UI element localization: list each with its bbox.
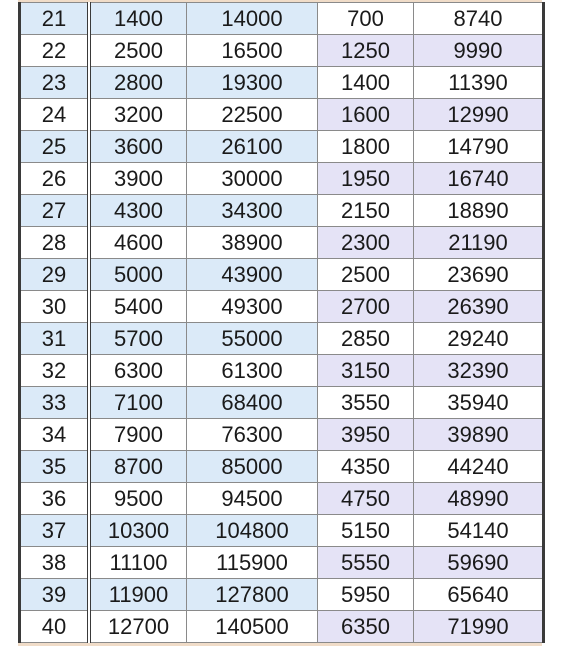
value-b-cell: 55000 xyxy=(187,323,318,355)
value-c-cell: 700 xyxy=(318,3,414,35)
value-a-cell: 7900 xyxy=(89,419,187,451)
level-cell: 22 xyxy=(20,35,90,67)
value-d-cell: 32390 xyxy=(414,355,544,387)
value-b-cell: 115900 xyxy=(187,547,318,579)
table-row xyxy=(20,99,544,131)
value-d-cell: 9990 xyxy=(414,35,544,67)
table-row xyxy=(20,515,544,547)
table-row xyxy=(20,35,544,67)
value-c-cell: 5550 xyxy=(318,547,414,579)
value-b-cell: 49300 xyxy=(187,291,318,323)
table-row xyxy=(20,323,544,355)
value-d-cell: 11390 xyxy=(414,67,544,99)
value-d-cell: 14790 xyxy=(414,131,544,163)
value-d-cell: 39890 xyxy=(414,419,544,451)
level-cell: 36 xyxy=(20,483,90,515)
level-cell: 39 xyxy=(20,579,90,611)
value-b-cell: 104800 xyxy=(187,515,318,547)
value-b-cell: 38900 xyxy=(187,227,318,259)
level-cell: 35 xyxy=(20,451,90,483)
value-a-cell: 2500 xyxy=(89,35,187,67)
value-b-cell: 127800 xyxy=(187,579,318,611)
level-cell: 30 xyxy=(20,291,90,323)
value-a-cell: 5000 xyxy=(89,259,187,291)
value-b-cell: 14000 xyxy=(187,3,318,35)
value-c-cell: 2500 xyxy=(318,259,414,291)
value-c-cell: 1250 xyxy=(318,35,414,67)
value-d-cell: 26390 xyxy=(414,291,544,323)
value-c-cell: 4350 xyxy=(318,451,414,483)
level-cell: 26 xyxy=(20,163,90,195)
value-a-cell: 3900 xyxy=(89,163,187,195)
value-d-cell: 23690 xyxy=(414,259,544,291)
level-cell: 28 xyxy=(20,227,90,259)
value-a-cell: 8700 xyxy=(89,451,187,483)
value-c-cell: 3950 xyxy=(318,419,414,451)
level-cell: 25 xyxy=(20,131,90,163)
table-row xyxy=(20,131,544,163)
table-row xyxy=(20,67,544,99)
level-cell: 24 xyxy=(20,99,90,131)
table-body xyxy=(20,3,544,643)
value-b-cell: 30000 xyxy=(187,163,318,195)
level-cell: 40 xyxy=(20,611,90,643)
table-row xyxy=(20,483,544,515)
value-d-cell: 16740 xyxy=(414,163,544,195)
value-c-cell: 1600 xyxy=(318,99,414,131)
value-c-cell: 4750 xyxy=(318,483,414,515)
value-a-cell: 3600 xyxy=(89,131,187,163)
value-d-cell: 8740 xyxy=(414,3,544,35)
value-a-cell: 2800 xyxy=(89,67,187,99)
value-b-cell: 26100 xyxy=(187,131,318,163)
value-c-cell: 2300 xyxy=(318,227,414,259)
level-cell: 27 xyxy=(20,195,90,227)
table-row xyxy=(20,259,544,291)
value-d-cell: 35940 xyxy=(414,387,544,419)
level-cell: 31 xyxy=(20,323,90,355)
value-a-cell: 3200 xyxy=(89,99,187,131)
level-cell: 29 xyxy=(20,259,90,291)
value-d-cell: 18890 xyxy=(414,195,544,227)
table-row xyxy=(20,611,544,643)
value-b-cell: 43900 xyxy=(187,259,318,291)
value-a-cell: 4600 xyxy=(89,227,187,259)
level-cell: 21 xyxy=(20,3,90,35)
value-a-cell: 6300 xyxy=(89,355,187,387)
value-d-cell: 71990 xyxy=(414,611,544,643)
value-c-cell: 3150 xyxy=(318,355,414,387)
value-a-cell: 10300 xyxy=(89,515,187,547)
value-b-cell: 61300 xyxy=(187,355,318,387)
value-c-cell: 3550 xyxy=(318,387,414,419)
value-a-cell: 11900 xyxy=(89,579,187,611)
value-c-cell: 2700 xyxy=(318,291,414,323)
table-row xyxy=(20,547,544,579)
value-a-cell: 9500 xyxy=(89,483,187,515)
value-c-cell: 5150 xyxy=(318,515,414,547)
value-b-cell: 76300 xyxy=(187,419,318,451)
table-row xyxy=(20,163,544,195)
value-d-cell: 44240 xyxy=(414,451,544,483)
level-cell: 32 xyxy=(20,355,90,387)
value-c-cell: 1950 xyxy=(318,163,414,195)
value-b-cell: 140500 xyxy=(187,611,318,643)
value-c-cell: 2150 xyxy=(318,195,414,227)
value-d-cell: 54140 xyxy=(414,515,544,547)
value-a-cell: 5400 xyxy=(89,291,187,323)
table-row xyxy=(20,387,544,419)
value-b-cell: 34300 xyxy=(187,195,318,227)
value-d-cell: 12990 xyxy=(414,99,544,131)
value-c-cell: 1800 xyxy=(318,131,414,163)
level-cell: 37 xyxy=(20,515,90,547)
level-cell: 23 xyxy=(20,67,90,99)
value-a-cell: 1400 xyxy=(89,3,187,35)
table-row xyxy=(20,355,544,387)
table-row xyxy=(20,451,544,483)
value-c-cell: 2850 xyxy=(318,323,414,355)
value-d-cell: 59690 xyxy=(414,547,544,579)
value-b-cell: 22500 xyxy=(187,99,318,131)
level-cell: 33 xyxy=(20,387,90,419)
value-d-cell: 21190 xyxy=(414,227,544,259)
value-c-cell: 1400 xyxy=(318,67,414,99)
value-d-cell: 29240 xyxy=(414,323,544,355)
level-cell: 38 xyxy=(20,547,90,579)
value-b-cell: 16500 xyxy=(187,35,318,67)
value-a-cell: 12700 xyxy=(89,611,187,643)
value-c-cell: 6350 xyxy=(318,611,414,643)
value-b-cell: 94500 xyxy=(187,483,318,515)
table-row xyxy=(20,579,544,611)
value-a-cell: 7100 xyxy=(89,387,187,419)
value-a-cell: 5700 xyxy=(89,323,187,355)
value-b-cell: 85000 xyxy=(187,451,318,483)
data-table xyxy=(18,2,545,643)
value-b-cell: 68400 xyxy=(187,387,318,419)
value-d-cell: 65640 xyxy=(414,579,544,611)
value-c-cell: 5950 xyxy=(318,579,414,611)
table-row xyxy=(20,291,544,323)
table-row xyxy=(20,227,544,259)
table-row xyxy=(20,195,544,227)
table-row xyxy=(20,419,544,451)
value-a-cell: 11100 xyxy=(89,547,187,579)
value-d-cell: 48990 xyxy=(414,483,544,515)
level-cell: 34 xyxy=(20,419,90,451)
value-a-cell: 4300 xyxy=(89,195,187,227)
table-row xyxy=(20,3,544,35)
value-b-cell: 19300 xyxy=(187,67,318,99)
